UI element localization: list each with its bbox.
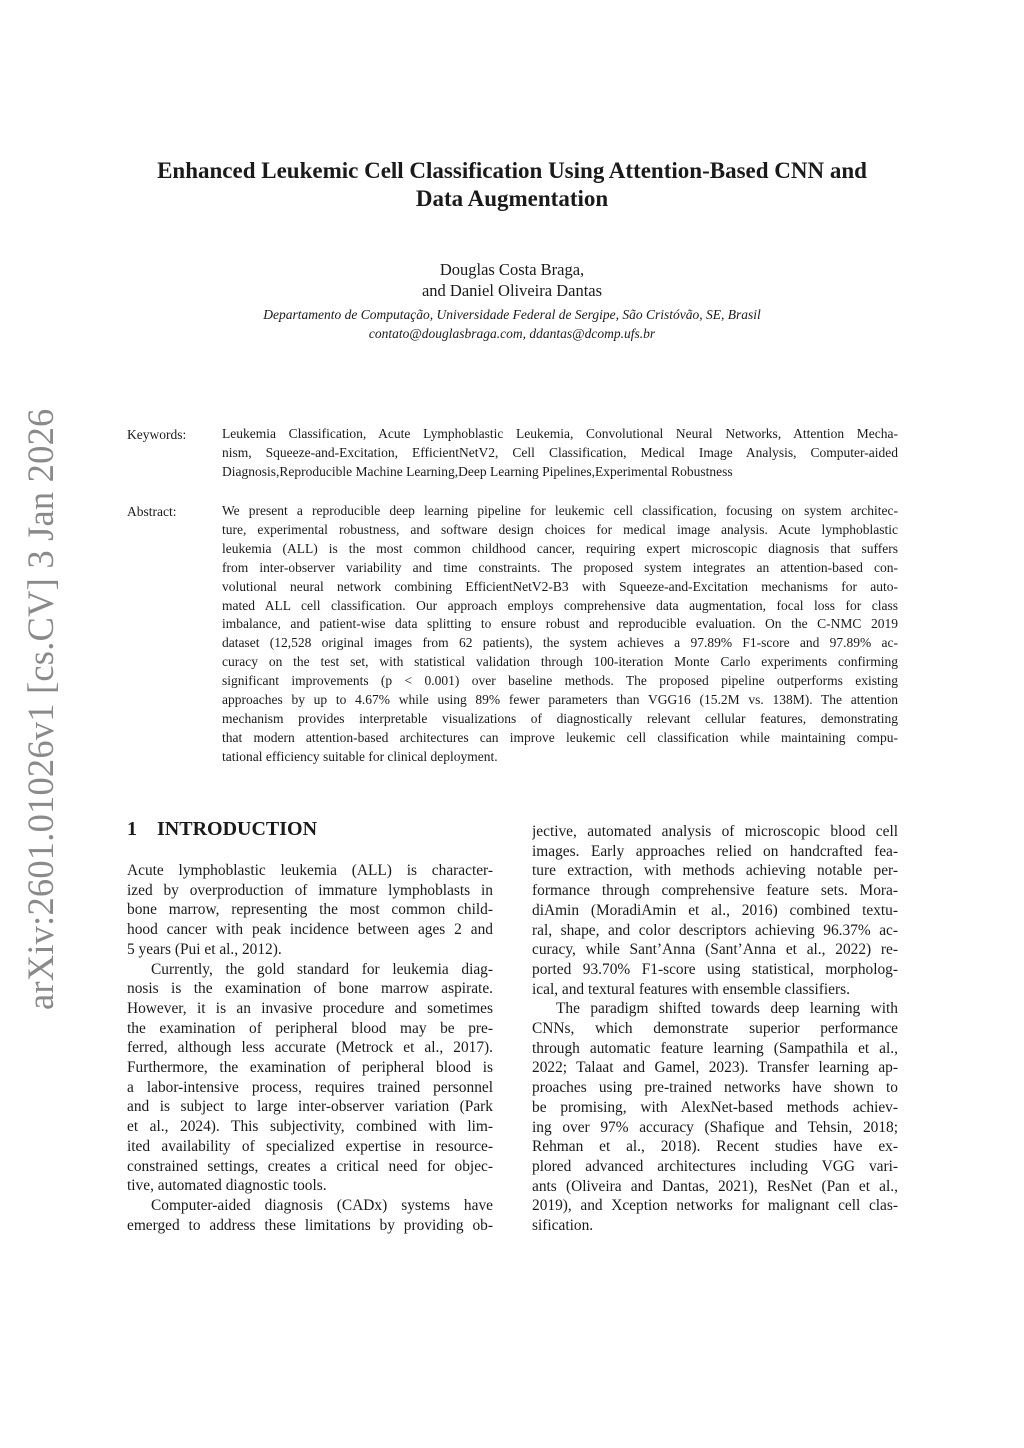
body-line: ferred, although less accurate (Metrock et al., 2017). (127, 1039, 493, 1057)
abstract-label: Abstract: (127, 504, 177, 519)
body-line: sification. (532, 1217, 594, 1235)
section-heading (127, 816, 317, 842)
arxiv-identifier-stamp: arXiv:2601.01026v1 [cs.CV] 3 Jan 2026 (20, 408, 61, 1010)
abstract-line: that modern attention-based architectures can improve leukemic cell classification while maintaining compu- (222, 729, 898, 745)
body-line: ral, shape, and color descriptors achieving 96.37% ac- (532, 921, 898, 939)
abstract-line: imbalance, and patient-wise data splitting to ensure robust and reproducible evaluation. On the C-NMC 2019 (222, 616, 898, 632)
body-line: The paradigm shifted towards deep learning with (556, 1000, 898, 1018)
body-line: Rehman et al., 2018). Recent studies have ex- (532, 1138, 898, 1156)
body-line: plored advanced architectures including VGG vari- (532, 1157, 898, 1175)
abstract-line: volutional neural network combining EfficientNetV2-B3 with Squeeze-and-Excitation mechanisms for auto- (222, 578, 898, 594)
author-list (212, 259, 812, 301)
body-line: emerged to address these limitations by providing ob- (127, 1216, 493, 1234)
body-line: ical, and textural features with ensemble classifiers. (532, 980, 850, 998)
body-line: ants (Oliveira and Dantas, 2021), ResNet (Pan et al., (532, 1177, 898, 1195)
body-line: However, it is an invasive procedure and sometimes (127, 999, 493, 1017)
body-line: 2022; Talaat and Gamel, 2023). Transfer learning ap- (532, 1059, 898, 1077)
body-line: proaches using pre-trained networks have shown to (532, 1079, 898, 1097)
body-line: 5 years (Pui et al., 2012). (127, 940, 282, 958)
keywords-line: Diagnosis,Reproducible Machine Learning,Deep Learning Pipelines,Experimental Robustness (222, 463, 733, 479)
abstract-line: approaches by up to 4.67% while using 89% fewer parameters than VGG16 (15.2M vs. 138M). The attention (222, 692, 898, 708)
body-line: et al., 2024). This subjectivity, combined with lim- (127, 1118, 493, 1136)
body-line: ported 93.70% F1-score using statistical, morpholog- (532, 960, 898, 978)
body-line: Furthermore, the examination of peripheral blood is (127, 1059, 493, 1077)
keywords-line: nism, Squeeze-and-Excitation, EfficientNetV2, Cell Classification, Medical Image Analysis, Computer-aided (222, 444, 898, 460)
author-name: and Daniel Oliveira Dantas (421, 281, 603, 300)
abstract-line: curacy on the test set, with statistical validation through 100-iteration Monte Carlo experiments confirming (222, 654, 898, 670)
body-line: ited availability of specialized expertise in resource- (127, 1137, 493, 1155)
abstract-line: significant improvements (p < 0.001) over baseline methods. The proposed pipeline outperforms existing (222, 673, 898, 689)
abstract-line: leukemia (ALL) is the most common childhood cancer, requiring expert microscopic diagnosis that suffers (222, 540, 898, 556)
author-emails: contato@douglasbraga.com, ddantas@dcomp.ufs.br (368, 326, 656, 341)
affiliation: Departamento de Computação, Universidade Federal de Sergipe, São Cristóvão, SE, Brasil (263, 307, 761, 322)
body-line: curacy, while Sant’Anna (Sant’Anna et al., 2022) re- (532, 941, 898, 959)
section-title: INTRODUCTION (157, 818, 318, 840)
keywords-text (222, 425, 898, 482)
abstract-line: from inter-observer variability and time constraints. The proposed system integrates an attention-based con- (222, 559, 898, 575)
body-line: ture extraction, with methods achieving notable per- (532, 862, 898, 880)
body-line: the examination of peripheral blood may be pre- (127, 1019, 493, 1037)
abstract-line: dataset (12,528 original images from 62 patients), the system achieves a 97.89% F1-score and 97.89% ac- (222, 635, 898, 651)
keywords-label: Keywords: (127, 427, 187, 442)
title-line: Data Augmentation (415, 186, 609, 211)
affiliation-block (150, 305, 874, 343)
paper-title (120, 157, 904, 213)
body-line: 2019), and Xception networks for malignant cell clas- (532, 1197, 898, 1215)
abstract-line: We present a reproducible deep learning pipeline for leukemic cell classification, focusing on system architec- (222, 503, 898, 518)
body-line: be promising, with AlexNet-based methods achiev- (532, 1098, 898, 1116)
body-line: hood cancer with peak incidence between ages 2 and (127, 921, 493, 939)
body-line: ized by overproduction of immature lymphoblasts in (127, 881, 493, 899)
body-line: Computer-aided diagnosis (CADx) systems have (151, 1196, 493, 1214)
left-column (127, 861, 493, 1235)
body-line: bone marrow, representing the most common child- (127, 901, 493, 919)
body-line: jective, automated analysis of microscopic blood cell (532, 823, 898, 840)
abstract-line: ture, experimental robustness, and software design choices for medical image analysis. Acute lymphoblastic (222, 521, 898, 537)
body-line: through automatic feature learning (Sampathila et al., (532, 1039, 898, 1057)
body-line: tive, automated diagnostic tools. (127, 1177, 327, 1195)
abstract-line: tational efficiency suitable for clinical deployment. (222, 748, 498, 764)
right-column (532, 822, 898, 1236)
body-line: CNNs, which demonstrate superior performance (532, 1020, 898, 1038)
section-number: 1 (127, 818, 137, 840)
abstract-text (222, 502, 898, 767)
body-line: diAmin (MoradiAmin et al., 2016) combined textu- (532, 901, 898, 919)
body-line: and is subject to large inter-observer variation (Park (127, 1098, 493, 1116)
abstract-line: mechanism provides interpretable visualizations of diagnostically relevant cellular features, demonstrating (222, 710, 898, 726)
author-name: Douglas Costa Braga, (439, 260, 585, 279)
body-line: Currently, the gold standard for leukemia diag- (151, 960, 493, 978)
body-line: Acute lymphoblastic leukemia (ALL) is character- (127, 862, 493, 879)
keywords-line: Leukemia Classification, Acute Lymphoblastic Leukemia, Convolutional Neural Networks, Attention Mecha- (222, 426, 898, 441)
body-line: images. Early approaches relied on handcrafted fea- (532, 842, 898, 860)
body-line: ing over 97% accuracy (Shafique and Tehsin, 2018; (532, 1118, 898, 1136)
body-line: formance through comprehensive feature sets. Mora- (532, 882, 898, 900)
body-line: a labor-intensive process, requires trained personnel (127, 1078, 493, 1096)
title-line: Enhanced Leukemic Cell Classification Using Attention-Based CNN and (157, 158, 867, 183)
body-line: nosis is the examination of bone marrow aspirate. (127, 980, 493, 998)
abstract-line: mated ALL cell classification. Our approach employs comprehensive data augmentation, focal loss for class (222, 597, 898, 613)
body-line: constrained settings, creates a critical need for objec- (127, 1157, 493, 1175)
